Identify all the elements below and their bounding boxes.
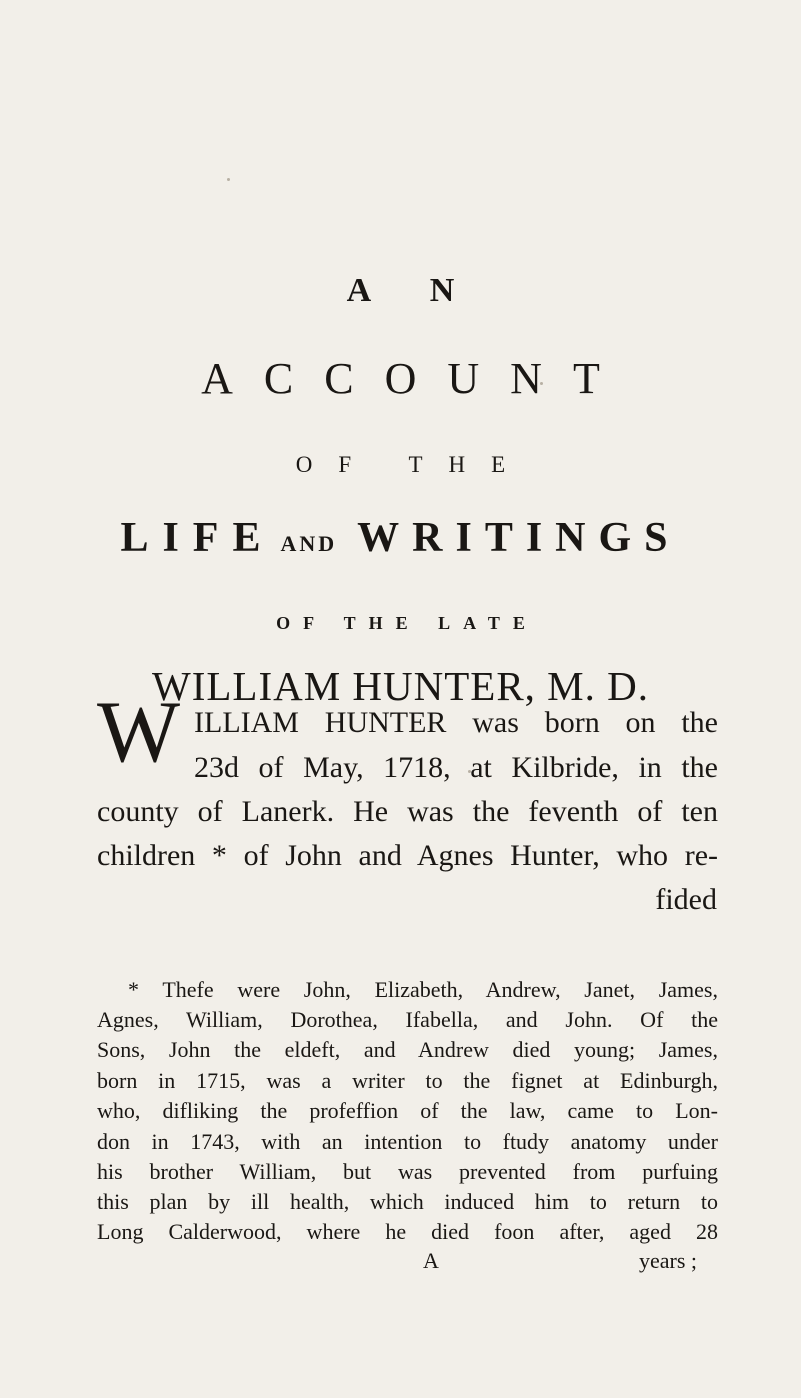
signature-mark: A — [423, 1248, 439, 1273]
footnote-line: his brother William, but was prevented from purfuing — [97, 1159, 718, 1184]
body-line: fided — [655, 883, 717, 916]
body-line: ILLIAM HUNTER was born on the — [194, 706, 718, 739]
footnote-line: Long Calderwood, where he died foon after, aged 28 — [97, 1219, 718, 1244]
title-account: ACCOUNT — [201, 354, 631, 403]
drop-cap: W — [97, 684, 177, 781]
body-line: county of Lanerk. He was the feventh of ten — [97, 795, 718, 828]
title-of-the: OF THE — [295, 452, 532, 477]
footnote-line: who, difliking the profeffion of the law, came to Lon- — [97, 1098, 718, 1123]
footnote-line: Sons, John the eldeft, and Andrew died young; James, — [97, 1037, 718, 1062]
body-line: children * of John and Agnes Hunter, who re- — [97, 839, 718, 872]
title-of-the-late: OF THE LATE — [276, 613, 538, 633]
footnote-line: don in 1743, with an intention to ftudy anatomy under — [97, 1129, 718, 1154]
title-life: LIFE — [120, 515, 275, 561]
title-and: AND — [280, 531, 338, 556]
title-life-and-writings — [0, 514, 801, 562]
footnote-line: * Thefe were John, Elizabeth, Andrew, Janet, James, — [128, 977, 718, 1002]
body-line: 23d of May, 1718, at Kilbride, in the — [194, 751, 718, 784]
footnote-line: this plan by ill health, which induced him to return to — [97, 1189, 718, 1214]
title-writings: WRITINGS — [357, 515, 681, 561]
title-name: WILLIAM HUNTER, M. D. — [152, 663, 649, 709]
title-an: A N — [346, 272, 481, 309]
footnote-line: Agnes, William, Dorothea, Ifabella, and John. Of the — [97, 1007, 718, 1032]
paper-speck — [227, 178, 230, 181]
catchword: years ; — [639, 1248, 698, 1273]
footnote-line: born in 1715, was a writer to the fignet at Edinburgh, — [97, 1068, 718, 1093]
